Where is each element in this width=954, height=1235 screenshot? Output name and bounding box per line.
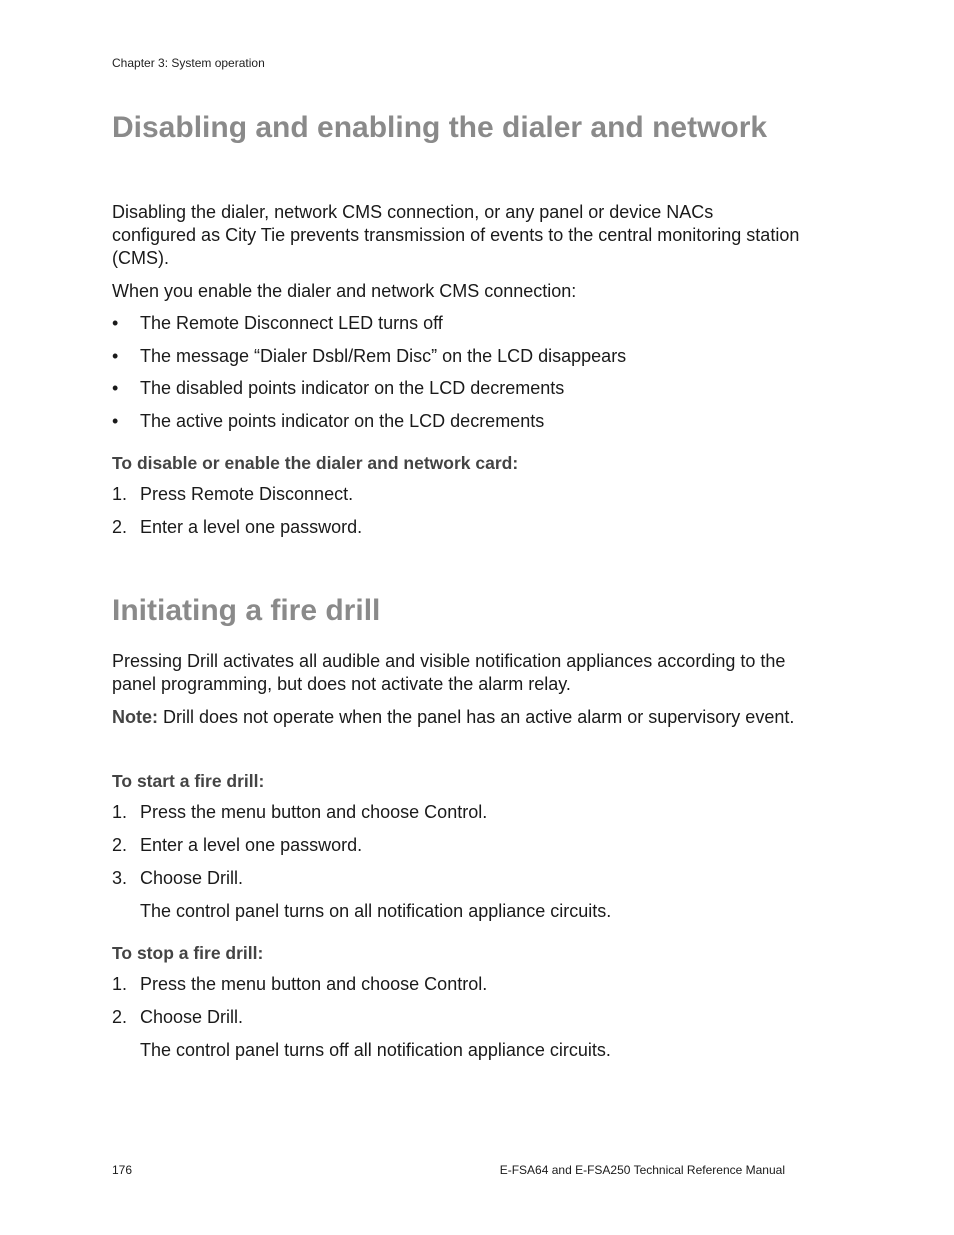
note-label: Note: <box>112 707 158 727</box>
procedure-step <box>112 517 362 538</box>
step-text: Choose Drill. <box>140 868 244 888</box>
bullet-mark: • <box>112 411 119 431</box>
procedure-title-dialer: To disable or enable the dialer and network card: <box>112 453 519 473</box>
step-number: 1. <box>112 974 128 994</box>
note <box>112 706 802 729</box>
step-number: 2. <box>112 835 128 855</box>
procedure-title-stop-drill: To stop a fire drill: <box>112 943 264 963</box>
step-result: The control panel turns on all notification appliance circuits. <box>140 901 612 921</box>
step-number: 2. <box>112 1007 128 1027</box>
section-intro-fire-drill: Pressing Drill activates all audible and visible notification appliances according to the panel programming, but does not activate the alarm relay. <box>112 651 786 694</box>
procedure-step <box>112 1007 243 1028</box>
bullet-mark: • <box>112 378 119 398</box>
step-number: 1. <box>112 802 128 822</box>
procedure-step <box>112 835 362 856</box>
list-item <box>112 411 544 432</box>
procedure-step <box>112 802 487 823</box>
note-text: Drill does not operate when the panel has an active alarm or supervisory event. <box>158 707 795 727</box>
bullet-mark: • <box>112 313 119 333</box>
list-item-text: The message “Dialer Dsbl/Rem Disc” on the LCD disappears <box>140 346 627 366</box>
section-intro-dialer: Disabling the dialer, network CMS connection, or any panel or device NACs configured as City Tie prevents transmission of events to the central monitoring station (CMS). <box>112 202 800 268</box>
step-text: Enter a level one password. <box>140 835 363 855</box>
section-title-dialer: Disabling and enabling the dialer and network <box>112 111 768 144</box>
section-title-fire-drill: Initiating a fire drill <box>112 594 381 627</box>
list-item-text: The Remote Disconnect LED turns off <box>140 313 443 333</box>
page-number: 176 <box>112 1163 133 1177</box>
step-number: 3. <box>112 868 128 888</box>
bullet-mark: • <box>112 346 119 366</box>
manual-title: E-FSA64 and E-FSA250 Technical Reference Manual <box>499 1163 785 1177</box>
step-text: Press the menu button and choose Control. <box>140 974 488 994</box>
list-item <box>112 313 443 334</box>
list-item <box>112 378 564 399</box>
step-text: Press Remote Disconnect. <box>140 484 354 504</box>
list-item-text: The disabled points indicator on the LCD decrements <box>140 378 565 398</box>
procedure-step <box>112 484 353 505</box>
list-item-text: The active points indicator on the LCD decrements <box>140 411 545 431</box>
list-item <box>112 346 626 367</box>
procedure-step <box>112 974 487 995</box>
step-text: Press the menu button and choose Control. <box>140 802 488 822</box>
step-number: 1. <box>112 484 128 504</box>
procedure-title-start-drill: To start a fire drill: <box>112 771 265 791</box>
step-text: Enter a level one password. <box>140 517 363 537</box>
step-text: Choose Drill. <box>140 1007 244 1027</box>
step-result: The control panel turns off all notification appliance circuits. <box>140 1040 611 1060</box>
enable-lead-text: When you enable the dialer and network CMS connection: <box>112 281 577 301</box>
procedure-step <box>112 868 243 889</box>
running-header: Chapter 3: System operation <box>112 56 265 70</box>
step-number: 2. <box>112 517 128 537</box>
